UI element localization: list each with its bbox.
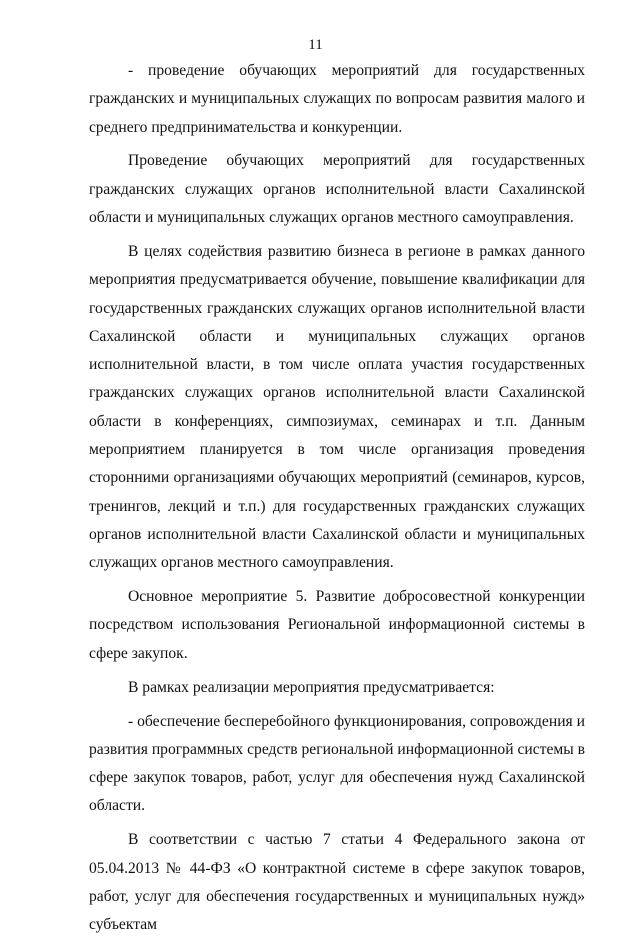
paragraph-federal-law-reference: В соответствии с частью 7 статьи 4 Федерального закона от 05.04.2013 № 44-ФЗ «О контрактной системе в сфере закупок товаров, работ, услуг для обеспечения государственных и муниципальных нужд» субъектам [89,831,585,934]
paragraph-activity-provides: В рамках реализации мероприятия предусматривается: [128,678,495,696]
paragraph-system-support-item: - обеспечение бесперебойного функционирования, сопровождения и развития программных средств региональной информационной системы в сфере закупок товаров, работ, услуг для обеспечения нужд Сахалинской области. [89,712,586,815]
paragraph-main-activity-5: Основное мероприятие 5. Развитие добросовестной конкуренции посредством использования Региональной информационной системы в сфере закупок. [89,588,585,662]
paragraph-business-support-training: В целях содействия развитию бизнеса в регионе в рамках данного мероприятия предусматривается обучение, повышение квалификации для государственных гражданских служащих органов исполнительной власти Сахалинской области и муниципальных служащих органов исполнительной власти, в том числе оплата участия государственных гражданских служащих органов исполнительной власти Сахалинской области в конференциях, симпозиумах, семинарах и т.п. Данным мероприятием планируется в том числе организация проведения сторонними организациями обучающих мероприятий (семинаров, курсов, тренингов, лекций и т.п.) для государственных гражданских служащих органов исполнительной власти Сахалинской области и муниципальных служащих органов местного самоуправления. [89,242,585,572]
document-body [89,57,585,939]
paragraph-training-events-item: - проведение обучающих мероприятий для государственных гражданских и муниципальных служащих по вопросам развития малого и среднего предпринимательства и конкуренции. [89,62,585,136]
page-number: 11 [308,37,323,53]
paragraph-training-civil-servants: Проведение обучающих мероприятий для государственных гражданских служащих органов исполнительной власти Сахалинской области и муниципальных служащих органов местного самоуправления. [89,152,585,227]
